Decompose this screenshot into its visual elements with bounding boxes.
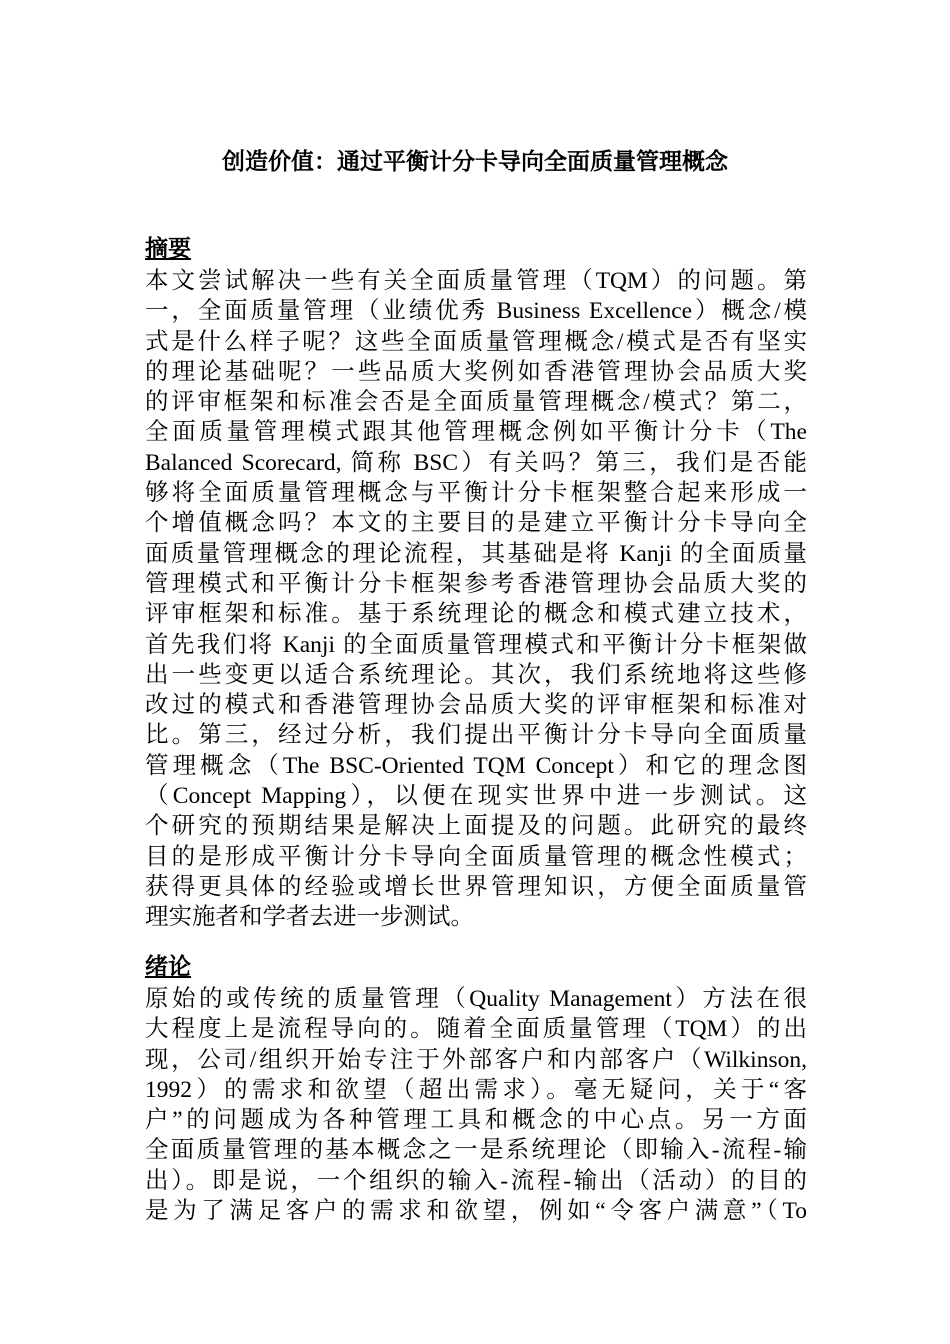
paragraph-line: 式是什么样子呢？这些全面质量管理概念/模式是否有坚实 [145, 328, 807, 355]
introduction-paragraph [145, 984, 807, 1226]
paragraph-line: 本文尝试解决一些有关全面质量管理（TQM）的问题。第 [145, 268, 807, 294]
paragraph-line: 户”的问题成为各种管理工具和概念的中心点。另一方面 [145, 1107, 807, 1134]
paragraph-line: 首先我们将 Kanji 的全面质量管理模式和平衡计分卡框架做 [145, 631, 807, 658]
paragraph-line: 1992）的需求和欲望（超出需求）。毫无疑问，关于“客 [145, 1076, 807, 1103]
paragraph-line: 获得更具体的经验或增长世界管理知识，方便全面质量管 [145, 873, 807, 900]
paragraph-line: 大程度上是流程导向的。随着全面质量管理（TQM）的出 [145, 1016, 807, 1043]
paragraph-line: 比。第三，经过分析，我们提出平衡计分卡导向全面质量 [145, 722, 807, 749]
abstract-paragraph [145, 266, 807, 933]
paragraph-line: 评审框架和标准。基于系统理论的概念和模式建立技术， [145, 601, 807, 628]
paragraph-line: 理实施者和学者去进一步测试。 [145, 904, 474, 931]
paragraph-line: 改过的模式和香港管理协会品质大奖的评审框架和标准对 [145, 692, 807, 719]
paragraph-line: 全面质量管理模式跟其他管理概念例如平衡计分卡（The [145, 419, 807, 446]
section-heading-abstract: 摘要 [145, 236, 191, 262]
paragraph-line: 是为了满足客户的需求和欲望，例如“令客户满意”（To [145, 1198, 807, 1225]
paragraph-line: Balanced Scorecard, 简称 BSC）有关吗？第三，我们是否能 [145, 449, 807, 476]
paragraph-line: 管理模式和平衡计分卡框架参考香港管理协会品质大奖的 [145, 570, 807, 597]
paragraph-line: 面质量管理概念的理论流程，其基础是将 Kanji 的全面质量 [145, 540, 807, 567]
paragraph-line: 全面质量管理的基本概念之一是系统理论（即输入-流程-输 [145, 1137, 807, 1164]
paragraph-line: 一，全面质量管理（业绩优秀 Business Excellence）概念/模 [145, 298, 807, 325]
paragraph-line: 出）。即是说，一个组织的输入-流程-输出（活动）的目的 [145, 1167, 807, 1194]
paragraph-line: （Concept Mapping），以便在现实世界中进一步测试。这 [145, 783, 807, 810]
paragraph-line: 目的是形成平衡计分卡导向全面质量管理的概念性模式； [145, 843, 807, 870]
paragraph-line: 个研究的预期结果是解决上面提及的问题。此研究的最终 [145, 813, 807, 840]
paragraph-line: 原始的或传统的质量管理（Quality Management）方法在很 [145, 986, 807, 1012]
paragraph-line: 的评审框架和标准会否是全面质量管理概念/模式？第二， [145, 389, 807, 416]
paragraph-line: 个增值概念吗？本文的主要目的是建立平衡计分卡导向全 [145, 510, 807, 537]
paragraph-line: 现，公司/组织开始专注于外部客户和内部客户（Wilkinson, [145, 1046, 807, 1073]
document-title: 创造价值：通过平衡计分卡导向全面质量管理概念 [222, 149, 728, 175]
paragraph-line: 的理论基础呢？一些品质大奖例如香港管理协会品质大奖 [145, 358, 807, 385]
paragraph-line: 够将全面质量管理概念与平衡计分卡框架整合起来形成一 [145, 480, 807, 507]
paragraph-line: 出一些变更以适合系统理论。其次，我们系统地将这些修 [145, 661, 807, 688]
section-heading-introduction: 绪论 [145, 954, 191, 980]
paragraph-line: 管理概念（The BSC-Oriented TQM Concept）和它的理念图 [145, 752, 807, 779]
